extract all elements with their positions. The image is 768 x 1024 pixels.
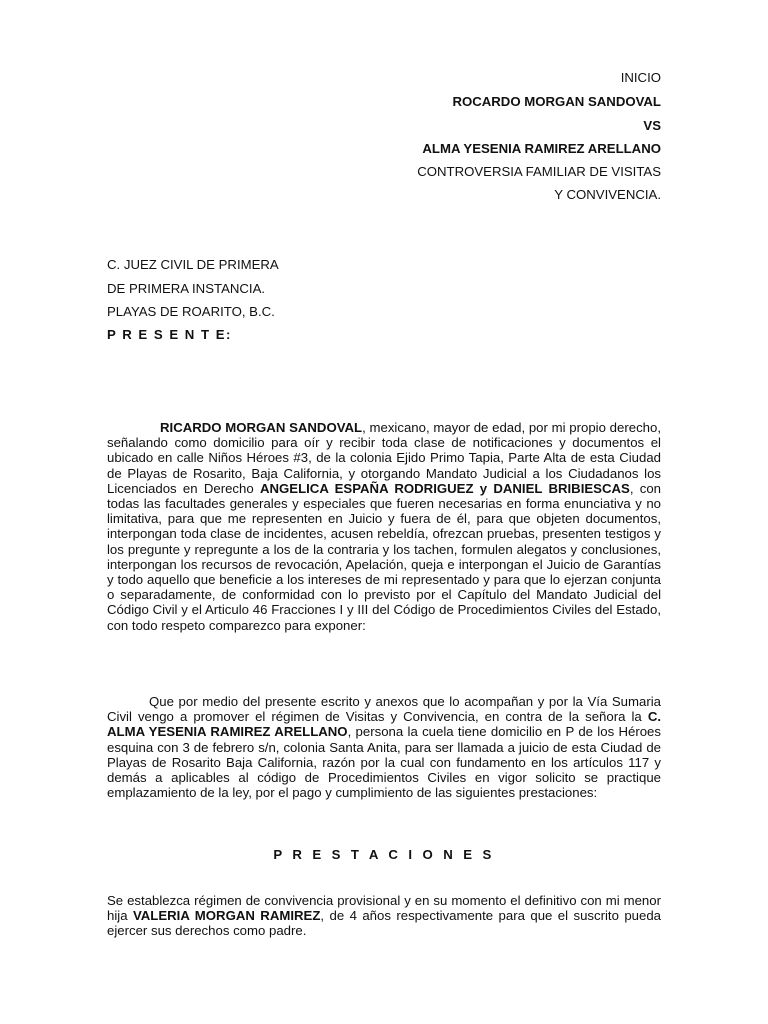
header-inicio: INICIO	[620, 70, 661, 85]
addressee-presente: P R E S E N T E:	[107, 327, 232, 342]
addressee-line-2: DE PRIMERA INSTANCIA.	[107, 281, 266, 296]
paragraph-prestaciones-text-b: , de 4 años respectivamente para que el suscrito pueda ejercer sus derechos como padre.	[107, 908, 662, 939]
header-defendant: ALMA YESENIA RAMIREZ ARELLANO	[422, 141, 661, 156]
header-versus: VS	[643, 118, 661, 133]
addressee-line-1: C. JUEZ CIVIL DE PRIMERA	[107, 257, 279, 272]
lawyers-names: ANGELICA ESPAÑA RODRIGUEZ y DANIEL BRIBIESCAS	[259, 480, 630, 496]
paragraph-prestaciones	[107, 893, 661, 939]
section-title-prestaciones: P R E S T A C I O N E S	[273, 847, 495, 862]
addressee-line-3: PLAYAS DE ROARITO, B.C.	[107, 304, 275, 319]
defendant-name: C. ALMA YESENIA RAMIREZ ARELLANO	[107, 709, 661, 740]
header-plaintiff: ROCARDO MORGAN SANDOVAL	[452, 94, 661, 109]
paragraph-claim-text-b: , persona la cuela tiene domicilio en P de los Héroes esquina con 3 de febrero s/n, colonia Santa Anita, para ser llamada a juicio de esta Ciudad de Playas de Rosarito Baja California, razón por la cual con fundamento en los artículos 117 y demás a aplicables al código de Procedimientos Civiles en vigor solicito se practique emplazamiento de la ley, por el pago y cumplimiento de las siguientes prestaciones:	[107, 724, 661, 801]
paragraph-claim-text-a: Que por medio del presente escrito y anexos que lo acompañan y por la Vía Sumaria Civil vengo a promover el régimen de Visitas y Convivencia, en contra de la señora la	[107, 694, 661, 725]
paragraph-appearance-text-b: , con todas las facultades generales y especiales que fueren necesarias en forma enunciativa y no limitativa, para que me representen en Juicio y fuera de él, para que objeten documentos, interpongan toda clase de incidentes, acusen rebeldía, ofrezcan pruebas, presenten testigos y los pregunte y repregunte a los de la contraria y los tachen, formulen alegatos y conclusiones, interpongan los recursos de revocación, Apelación, queja e interpongan el Juicio de Garantías y todo aquello que beneficie a los intereses de mi representado y para que lo ejerzan conjunta o separadamente, de conformidad con lo previsto por el Capítulo del Mandato Judicial del Código Civil y el Articulo 46 Fracciones I y III del Código de Procedimientos Civiles del Estado, con todo respeto comparezco para exponer:	[107, 480, 662, 633]
paragraph-appearance-text-a: , mexicano, mayor de edad, por mi propio derecho, señalando como domicilio para oír y recibir toda clase de notificaciones y documentos el ubicado en calle Niños Héroes #3, de la colonia Ejido Primo Tapia, Parte Alta de esta Ciudad de Playas de Rosarito, Baja California, y otorgando Mandato Judicial a los Ciudadanos los Licenciados en Derecho	[107, 420, 662, 496]
paragraph-appearance	[107, 420, 661, 633]
header-case-type: CONTROVERSIA FAMILIAR DE VISITAS	[417, 164, 661, 179]
paragraph-prestaciones-text-a: Se establezca régimen de convivencia provisional y en su momento el definitivo con mi menor hija	[107, 893, 661, 924]
paragraph-claim	[107, 694, 661, 800]
minor-name: VALERIA MORGAN RAMIREZ	[132, 908, 321, 924]
header-case-type-cont: Y CONVIVENCIA.	[554, 187, 661, 202]
plaintiff-name: RICARDO MORGAN SANDOVAL	[160, 420, 363, 435]
